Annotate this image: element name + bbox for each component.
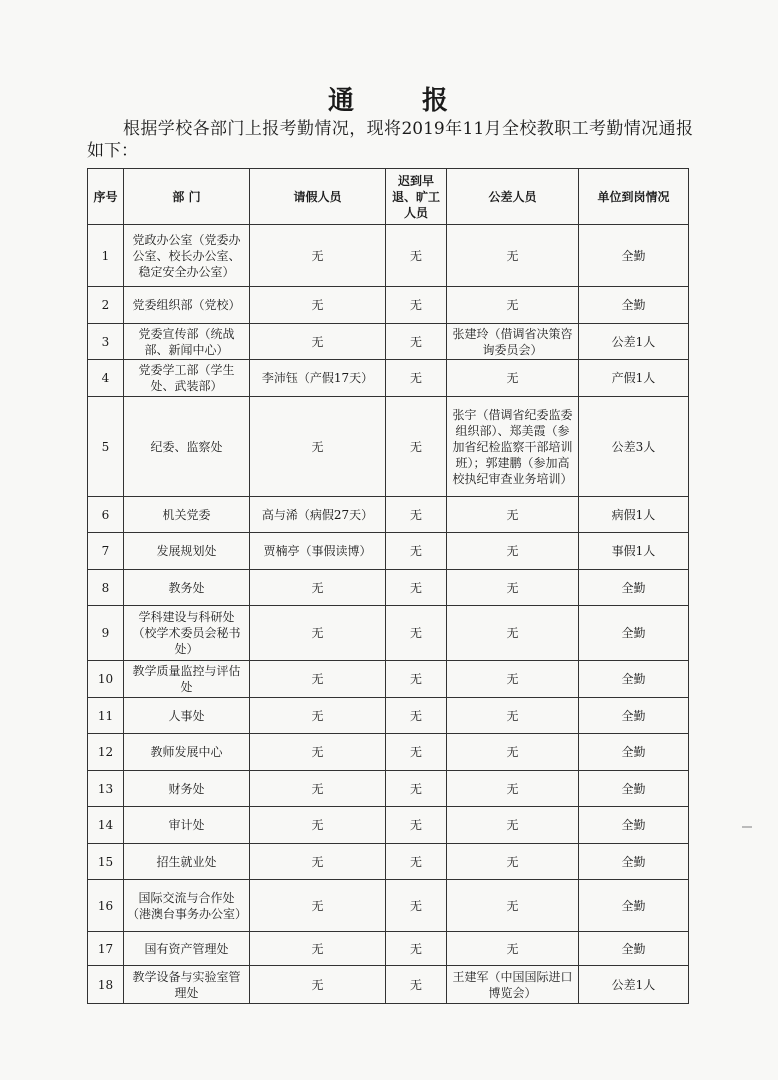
table-row (88, 225, 689, 287)
header-status: 单位到岗情况 (579, 169, 689, 225)
cell-trip: 无 (447, 570, 579, 606)
header-leave: 请假人员 (250, 169, 386, 225)
cell-leave: 无 (250, 771, 386, 807)
cell-dept: 纪委、监察处 (124, 397, 250, 497)
cell-leave: 高与浠（病假27天） (250, 497, 386, 533)
header-dept: 部 门 (124, 169, 250, 225)
title-char-2: 报 (422, 86, 451, 116)
cell-leave: 无 (250, 880, 386, 932)
table-row (88, 880, 689, 932)
cell-status: 全勤 (579, 606, 689, 661)
cell-late: 无 (386, 771, 447, 807)
cell-leave: 贾楠亭（事假读博） (250, 533, 386, 570)
scan-speck (742, 826, 752, 828)
cell-dept: 发展规划处 (124, 533, 250, 570)
cell-trip: 张宇（借调省纪委监委组织部）、郑美霞（参加省纪检监察干部培训班）；郭建鹏（参加高校执纪审查业务培训） (447, 397, 579, 497)
cell-late: 无 (386, 225, 447, 287)
table-row (88, 734, 689, 771)
cell-late: 无 (386, 397, 447, 497)
cell-dept: 国际交流与合作处（港澳台事务办公室） (124, 880, 250, 932)
cell-trip: 无 (447, 360, 579, 397)
cell-trip: 无 (447, 880, 579, 932)
cell-no: 4 (88, 360, 124, 397)
cell-no: 8 (88, 570, 124, 606)
cell-late: 无 (386, 287, 447, 324)
cell-trip: 无 (447, 698, 579, 734)
cell-no: 12 (88, 734, 124, 771)
cell-status: 全勤 (579, 880, 689, 932)
cell-dept: 人事处 (124, 698, 250, 734)
cell-dept: 党委学工部（学生处、武装部） (124, 360, 250, 397)
header-trip: 公差人员 (447, 169, 579, 225)
cell-status: 全勤 (579, 698, 689, 734)
cell-status: 公差1人 (579, 966, 689, 1004)
cell-late: 无 (386, 966, 447, 1004)
cell-late: 无 (386, 807, 447, 844)
cell-no: 2 (88, 287, 124, 324)
cell-trip: 无 (447, 932, 579, 966)
cell-no: 9 (88, 606, 124, 661)
cell-late: 无 (386, 533, 447, 570)
cell-no: 16 (88, 880, 124, 932)
cell-late: 无 (386, 570, 447, 606)
attendance-table (87, 168, 689, 1004)
cell-no: 13 (88, 771, 124, 807)
table-row (88, 497, 689, 533)
cell-late: 无 (386, 360, 447, 397)
cell-no: 15 (88, 844, 124, 880)
cell-no: 5 (88, 397, 124, 497)
cell-leave: 无 (250, 661, 386, 698)
cell-trip: 无 (447, 807, 579, 844)
table-row (88, 570, 689, 606)
cell-status: 公差3人 (579, 397, 689, 497)
header-row (88, 169, 689, 225)
cell-status: 病假1人 (579, 497, 689, 533)
cell-dept: 国有资产管理处 (124, 932, 250, 966)
cell-status: 全勤 (579, 844, 689, 880)
cell-no: 3 (88, 324, 124, 360)
table-row (88, 287, 689, 324)
cell-trip: 无 (447, 533, 579, 570)
cell-status: 全勤 (579, 225, 689, 287)
cell-trip: 无 (447, 771, 579, 807)
cell-status: 全勤 (579, 807, 689, 844)
cell-leave: 无 (250, 606, 386, 661)
cell-dept: 招生就业处 (124, 844, 250, 880)
header-late: 迟到早退、旷工人员 (386, 169, 447, 225)
cell-dept: 教学设备与实验室管理处 (124, 966, 250, 1004)
cell-trip: 无 (447, 497, 579, 533)
cell-no: 18 (88, 966, 124, 1004)
cell-late: 无 (386, 698, 447, 734)
table-row (88, 606, 689, 661)
cell-dept: 教务处 (124, 570, 250, 606)
cell-leave: 无 (250, 397, 386, 497)
cell-dept: 党委宣传部（统战部、新闻中心） (124, 324, 250, 360)
table-row (88, 661, 689, 698)
cell-late: 无 (386, 324, 447, 360)
cell-no: 11 (88, 698, 124, 734)
table-row (88, 698, 689, 734)
cell-dept: 学科建设与科研处（校学术委员会秘书处） (124, 606, 250, 661)
cell-status: 全勤 (579, 771, 689, 807)
cell-trip: 无 (447, 734, 579, 771)
cell-trip: 王建军（中国国际进口博览会） (447, 966, 579, 1004)
table-row (88, 533, 689, 570)
table-row (88, 844, 689, 880)
cell-late: 无 (386, 734, 447, 771)
table-row (88, 397, 689, 497)
cell-leave: 无 (250, 966, 386, 1004)
cell-no: 17 (88, 932, 124, 966)
cell-late: 无 (386, 932, 447, 966)
intro-paragraph: 根据学校各部门上报考勤情况，现将2019年11月全校教职工考勤情况通报如下： (87, 119, 693, 161)
cell-no: 10 (88, 661, 124, 698)
cell-leave: 李沛钰（产假17天） (250, 360, 386, 397)
cell-leave: 无 (250, 698, 386, 734)
cell-status: 事假1人 (579, 533, 689, 570)
cell-no: 6 (88, 497, 124, 533)
table-row (88, 807, 689, 844)
cell-late: 无 (386, 606, 447, 661)
cell-leave: 无 (250, 287, 386, 324)
cell-status: 公差1人 (579, 324, 689, 360)
cell-dept: 党政办公室（党委办公室、校长办公室、稳定安全办公室） (124, 225, 250, 287)
cell-dept: 党委组织部（党校） (124, 287, 250, 324)
page-title (0, 80, 778, 117)
cell-dept: 教学质量监控与评估处 (124, 661, 250, 698)
cell-late: 无 (386, 880, 447, 932)
cell-no: 7 (88, 533, 124, 570)
cell-leave: 无 (250, 570, 386, 606)
cell-leave: 无 (250, 225, 386, 287)
cell-status: 全勤 (579, 661, 689, 698)
table-row (88, 966, 689, 1004)
table-row (88, 932, 689, 966)
cell-dept: 机关党委 (124, 497, 250, 533)
cell-status: 全勤 (579, 570, 689, 606)
cell-status: 产假1人 (579, 360, 689, 397)
cell-leave: 无 (250, 844, 386, 880)
table-row (88, 771, 689, 807)
cell-no: 1 (88, 225, 124, 287)
cell-leave: 无 (250, 734, 386, 771)
cell-late: 无 (386, 661, 447, 698)
cell-trip: 无 (447, 661, 579, 698)
cell-dept: 审计处 (124, 807, 250, 844)
cell-dept: 教师发展中心 (124, 734, 250, 771)
header-no: 序号 (88, 169, 124, 225)
cell-status: 全勤 (579, 287, 689, 324)
cell-trip: 无 (447, 225, 579, 287)
cell-dept: 财务处 (124, 771, 250, 807)
cell-trip: 无 (447, 606, 579, 661)
cell-late: 无 (386, 844, 447, 880)
cell-leave: 无 (250, 932, 386, 966)
cell-no: 14 (88, 807, 124, 844)
cell-status: 全勤 (579, 734, 689, 771)
cell-trip: 张建玲（借调省决策咨询委员会） (447, 324, 579, 360)
table-row (88, 360, 689, 397)
cell-trip: 无 (447, 844, 579, 880)
cell-trip: 无 (447, 287, 579, 324)
cell-leave: 无 (250, 324, 386, 360)
table-row (88, 324, 689, 360)
cell-late: 无 (386, 497, 447, 533)
cell-status: 全勤 (579, 932, 689, 966)
title-char-1: 通 (327, 86, 356, 116)
cell-leave: 无 (250, 807, 386, 844)
